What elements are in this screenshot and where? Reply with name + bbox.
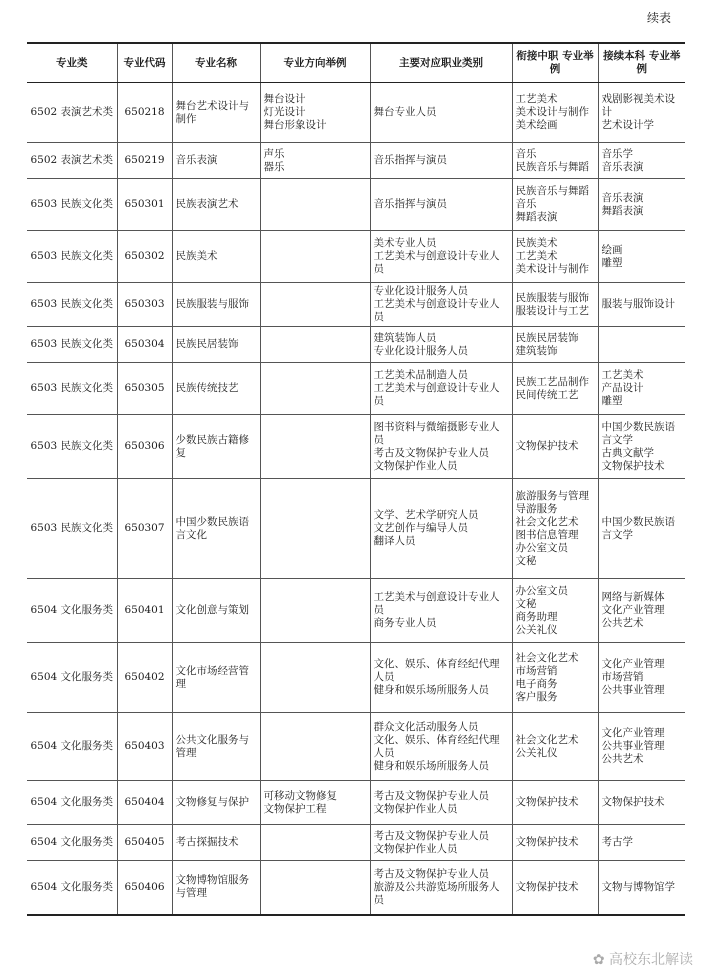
row-direction [260, 179, 370, 231]
watermark-logo: ✿ 高校东北解读 [592, 952, 693, 968]
row-direction [260, 643, 370, 713]
table-row [27, 825, 685, 861]
row-direction: 可移动文物修复 文物保护工程 [260, 781, 370, 825]
row-code: 650304 [117, 327, 172, 363]
table-row [27, 415, 685, 479]
row-category: 6503 民族文化类 [27, 415, 117, 479]
row-secondary: 文物保护技术 [512, 825, 598, 861]
row-bachelor: 绘画 雕塑 [598, 231, 685, 283]
header-category: 专业类 [27, 43, 117, 83]
row-occupation: 美术专业人员 工艺美术与创意设计专业人员 [370, 231, 512, 283]
row-bachelor: 服装与服饰设计 [598, 283, 685, 327]
table-row [27, 327, 685, 363]
row-occupation: 专业化设计服务人员 工艺美术与创意设计专业人员 [370, 283, 512, 327]
row-code: 650305 [117, 363, 172, 415]
row-bachelor: 网络与新媒体 文化产业管理 公共艺术 [598, 579, 685, 643]
row-name: 民族传统技艺 [172, 363, 260, 415]
table-row [27, 479, 685, 579]
table-row [27, 231, 685, 283]
table-row [27, 579, 685, 643]
row-bachelor: 文化产业管理 公共事业管理 公共艺术 [598, 713, 685, 781]
table-row [27, 283, 685, 327]
majors-table [27, 42, 685, 916]
table-row [27, 143, 685, 179]
row-direction [260, 283, 370, 327]
row-code: 650218 [117, 83, 172, 143]
row-direction [260, 327, 370, 363]
row-name: 少数民族古籍修复 [172, 415, 260, 479]
row-category: 6504 文化服务类 [27, 781, 117, 825]
row-name: 文化创意与策划 [172, 579, 260, 643]
row-bachelor [598, 327, 685, 363]
row-category: 6502 表演艺术类 [27, 83, 117, 143]
row-secondary: 社会文化艺术 市场营销 电子商务 客户服务 [512, 643, 598, 713]
row-occupation: 图书资料与微缩摄影专业人员 考古及文物保护专业人员 文物保护作业人员 [370, 415, 512, 479]
row-name: 音乐表演 [172, 143, 260, 179]
row-secondary: 文物保护技术 [512, 861, 598, 915]
row-name: 公共文化服务与管理 [172, 713, 260, 781]
table-row [27, 781, 685, 825]
row-occupation: 文化、娱乐、体育经纪代理人员 健身和娱乐场所服务人员 [370, 643, 512, 713]
row-bachelor: 音乐学 音乐表演 [598, 143, 685, 179]
row-code: 650405 [117, 825, 172, 861]
row-name: 民族美术 [172, 231, 260, 283]
row-category: 6503 民族文化类 [27, 479, 117, 579]
row-secondary: 工艺美术 美术设计与制作 美术绘画 [512, 83, 598, 143]
row-code: 650403 [117, 713, 172, 781]
row-category: 6503 民族文化类 [27, 363, 117, 415]
row-bachelor: 文化产业管理 市场营销 公共事业管理 [598, 643, 685, 713]
table-row [27, 83, 685, 143]
row-name: 文化市场经营管理 [172, 643, 260, 713]
row-direction [260, 825, 370, 861]
row-occupation: 文学、艺术学研究人员 文艺创作与编导人员 翻译人员 [370, 479, 512, 579]
table-row [27, 179, 685, 231]
row-name: 民族民居装饰 [172, 327, 260, 363]
row-name: 文物修复与保护 [172, 781, 260, 825]
row-direction [260, 579, 370, 643]
row-direction [260, 479, 370, 579]
row-direction: 声乐 器乐 [260, 143, 370, 179]
row-secondary: 社会文化艺术 公关礼仪 [512, 713, 598, 781]
row-bachelor: 工艺美术 产品设计 雕塑 [598, 363, 685, 415]
row-bachelor: 文物保护技术 [598, 781, 685, 825]
row-direction [260, 415, 370, 479]
continued-label: 续表 [646, 11, 671, 25]
row-name: 舞台艺术设计与制作 [172, 83, 260, 143]
row-code: 650401 [117, 579, 172, 643]
row-code: 650307 [117, 479, 172, 579]
row-secondary: 民族服装与服饰 服装设计与工艺 [512, 283, 598, 327]
row-name: 中国少数民族语言文化 [172, 479, 260, 579]
row-secondary: 民族工艺品制作 民间传统工艺 [512, 363, 598, 415]
row-name: 民族服装与服饰 [172, 283, 260, 327]
header-occupation: 主要对应职业类别 [370, 43, 512, 83]
header-direction: 专业方向举例 [260, 43, 370, 83]
row-occupation: 考古及文物保护专业人员 文物保护作业人员 [370, 825, 512, 861]
row-code: 650303 [117, 283, 172, 327]
row-secondary: 民族音乐与舞蹈 音乐 舞蹈表演 [512, 179, 598, 231]
row-bachelor: 文物与博物馆学 [598, 861, 685, 915]
row-secondary: 音乐 民族音乐与舞蹈 [512, 143, 598, 179]
row-direction [260, 363, 370, 415]
row-bachelor: 中国少数民族语言文学 古典文献学 文物保护技术 [598, 415, 685, 479]
table-row [27, 363, 685, 415]
row-code: 650402 [117, 643, 172, 713]
row-occupation: 音乐指挥与演员 [370, 179, 512, 231]
row-direction [260, 231, 370, 283]
header-secondary: 衔接中职 专业举例 [512, 43, 598, 83]
row-occupation: 工艺美术与创意设计专业人员 商务专业人员 [370, 579, 512, 643]
row-direction: 舞台设计 灯光设计 舞台形象设计 [260, 83, 370, 143]
row-category: 6504 文化服务类 [27, 825, 117, 861]
header-bachelor: 接续本科 专业举例 [598, 43, 685, 83]
row-code: 650404 [117, 781, 172, 825]
row-category: 6504 文化服务类 [27, 861, 117, 915]
row-category: 6503 民族文化类 [27, 231, 117, 283]
row-occupation: 建筑装饰人员 专业化设计服务人员 [370, 327, 512, 363]
row-category: 6504 文化服务类 [27, 643, 117, 713]
row-category: 6503 民族文化类 [27, 327, 117, 363]
row-occupation: 舞台专业人员 [370, 83, 512, 143]
row-name: 文物博物馆服务与管理 [172, 861, 260, 915]
row-occupation: 考古及文物保护专业人员 旅游及公共游览场所服务人员 [370, 861, 512, 915]
row-bachelor: 戏剧影视美术设计 艺术设计学 [598, 83, 685, 143]
header-code: 专业代码 [117, 43, 172, 83]
table-row [27, 713, 685, 781]
row-secondary: 文物保护技术 [512, 781, 598, 825]
row-code: 650301 [117, 179, 172, 231]
row-category: 6504 文化服务类 [27, 579, 117, 643]
row-category: 6504 文化服务类 [27, 713, 117, 781]
table-row [27, 643, 685, 713]
header-name: 专业名称 [172, 43, 260, 83]
row-occupation: 工艺美术品制造人员 工艺美术与创意设计专业人员 [370, 363, 512, 415]
row-code: 650306 [117, 415, 172, 479]
row-category: 6503 民族文化类 [27, 179, 117, 231]
row-secondary: 文物保护技术 [512, 415, 598, 479]
row-occupation: 音乐指挥与演员 [370, 143, 512, 179]
table-row [27, 861, 685, 915]
row-direction [260, 861, 370, 915]
row-occupation: 群众文化活动服务人员 文化、娱乐、体育经纪代理人员 健身和娱乐场所服务人员 [370, 713, 512, 781]
row-name: 民族表演艺术 [172, 179, 260, 231]
row-direction [260, 713, 370, 781]
table-body [27, 83, 685, 915]
row-secondary: 民族美术 工艺美术 美术设计与制作 [512, 231, 598, 283]
row-secondary: 办公室文员 文秘 商务助理 公关礼仪 [512, 579, 598, 643]
row-name: 考古探掘技术 [172, 825, 260, 861]
row-code: 650302 [117, 231, 172, 283]
row-category: 6503 民族文化类 [27, 283, 117, 327]
row-bachelor: 中国少数民族语言文学 [598, 479, 685, 579]
row-code: 650219 [117, 143, 172, 179]
row-secondary: 旅游服务与管理 导游服务 社会文化艺术 图书信息管理 办公室文员 文秘 [512, 479, 598, 579]
row-bachelor: 音乐表演 舞蹈表演 [598, 179, 685, 231]
row-code: 650406 [117, 861, 172, 915]
row-occupation: 考古及文物保护专业人员 文物保护作业人员 [370, 781, 512, 825]
row-bachelor: 考古学 [598, 825, 685, 861]
header-row [27, 43, 685, 83]
row-category: 6502 表演艺术类 [27, 143, 117, 179]
row-secondary: 民族民居装饰 建筑装饰 [512, 327, 598, 363]
